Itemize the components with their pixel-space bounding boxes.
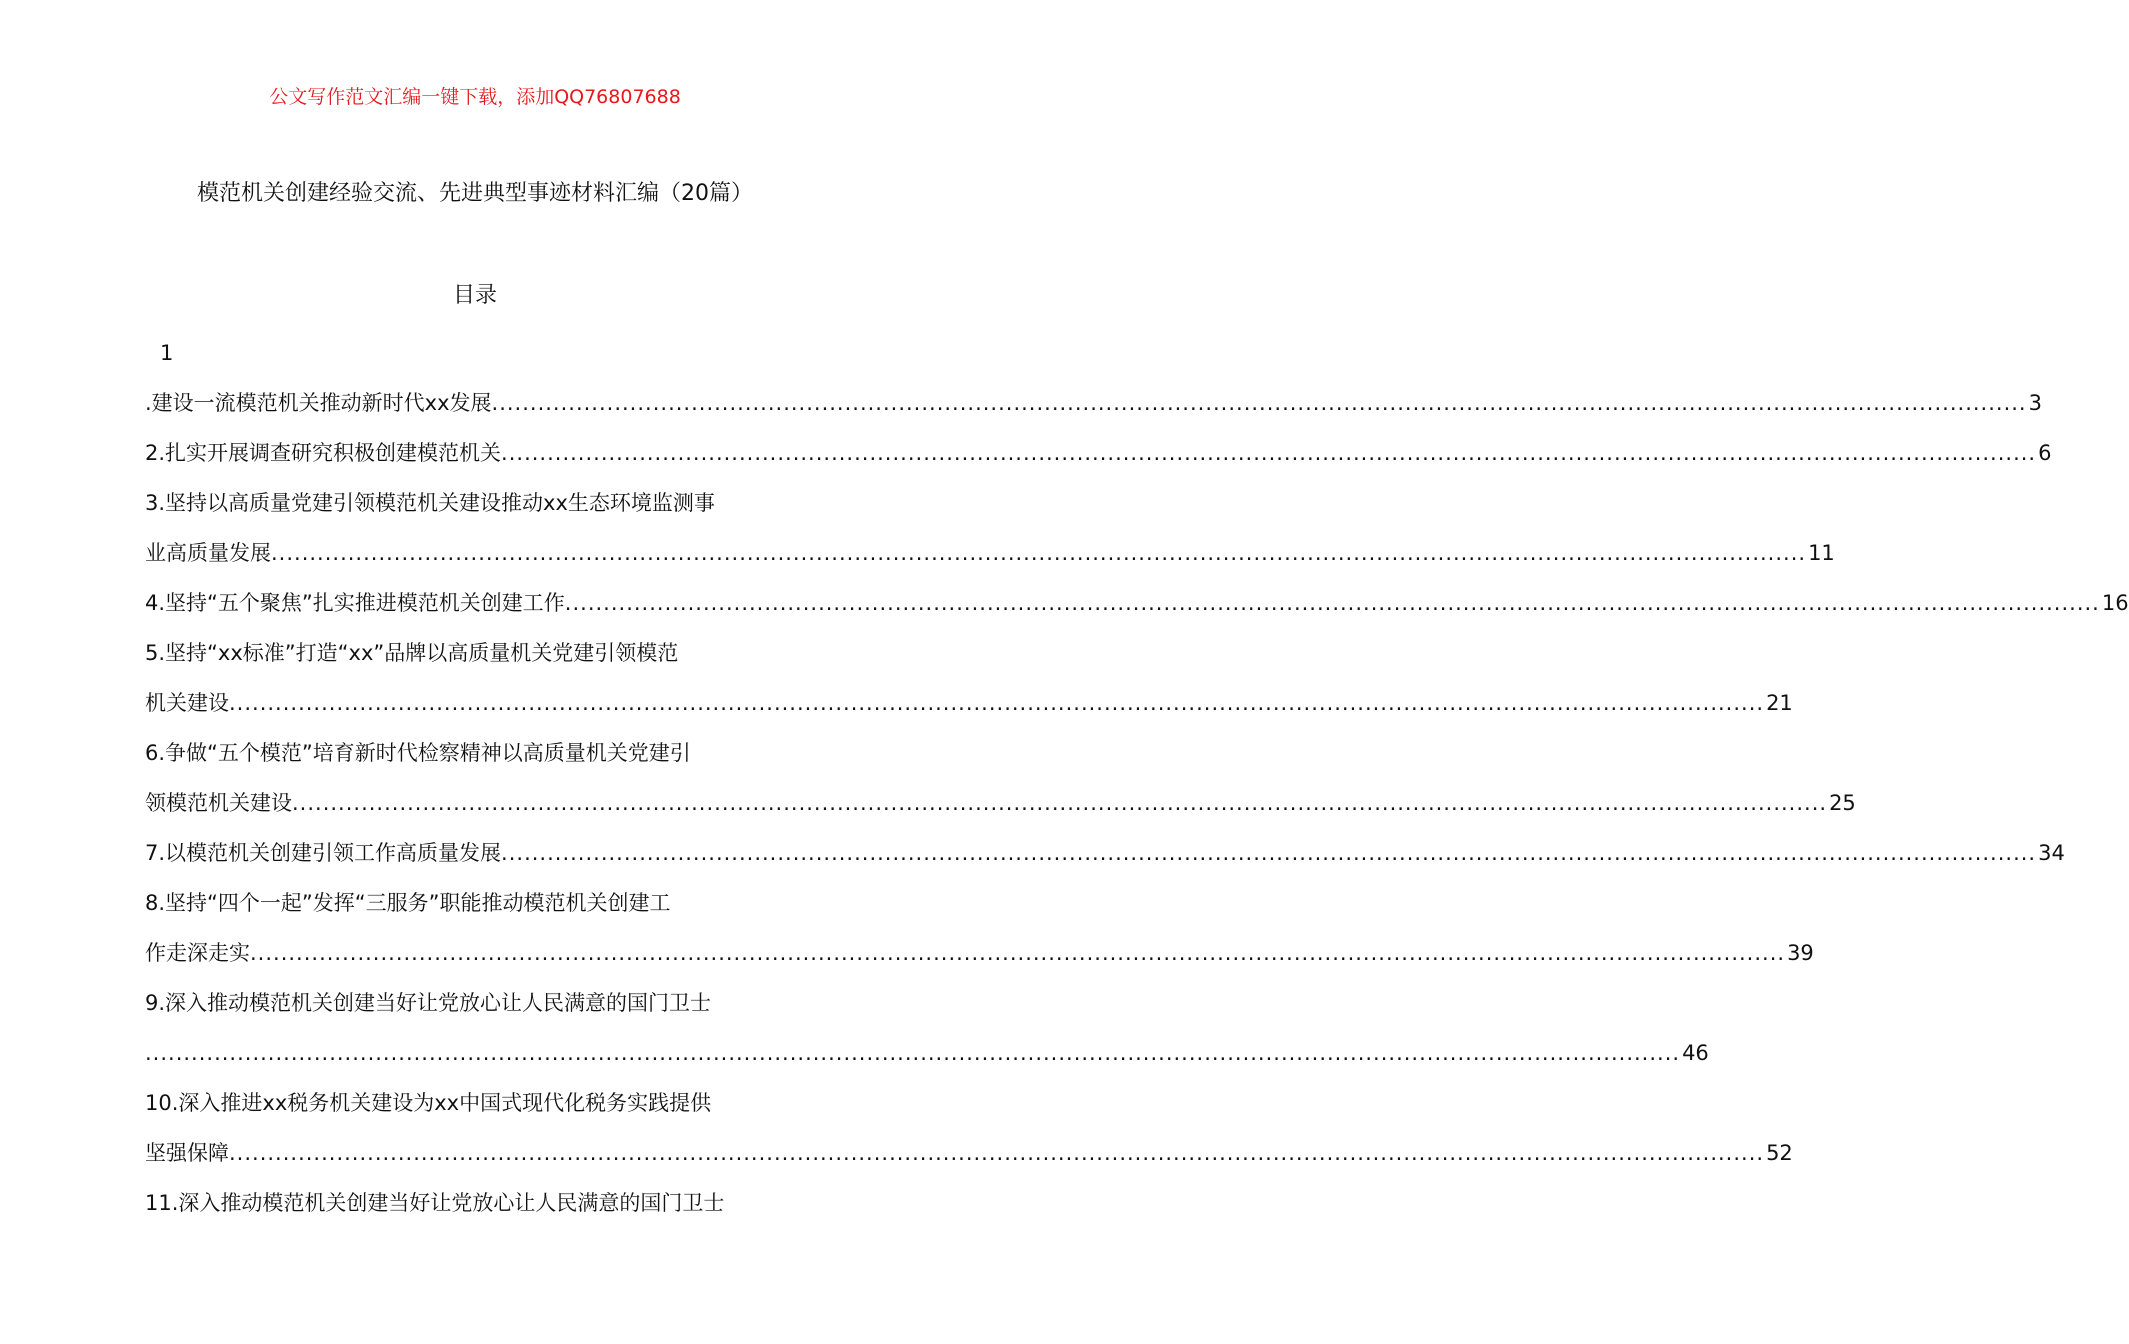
toc-entry[interactable] (145, 478, 805, 528)
toc-page-number: 46 (1682, 1041, 1709, 1065)
toc-entry-text: 10.深入推进xx税务机关建设为xx中国式现代化税务实践提供 (145, 1091, 712, 1115)
toc-page-number: 34 (2038, 841, 2065, 865)
toc-entry[interactable] (145, 1128, 1793, 1178)
toc-entry-text: 8.坚持“四个一起”发挥“三服务”职能推动模范机关创建工 (145, 891, 671, 915)
toc-entry[interactable] (145, 1178, 805, 1228)
toc-entry[interactable] (145, 1078, 805, 1128)
toc-entry-text: 业高质量发展 (145, 541, 271, 565)
toc-entry-text: 2.扎实开展调查研究积极创建模范机关 (145, 441, 502, 465)
toc-dot-leader: ........................................................................................................................................................................................................ (229, 691, 1765, 715)
toc-entry-text: 7.以模范机关创建引领工作高质量发展 (145, 841, 502, 865)
toc-page-number: 11 (1808, 541, 1835, 565)
toc-entry-text: 1 (160, 341, 174, 365)
toc-page-number: 39 (1787, 941, 1814, 965)
toc-entry[interactable] (145, 328, 805, 378)
toc-entry[interactable] (145, 578, 2129, 628)
table-of-contents (145, 328, 2129, 1228)
toc-page-number: 25 (1829, 791, 1856, 815)
toc-entry[interactable] (145, 828, 2065, 878)
toc-entry[interactable] (145, 728, 805, 778)
toc-entry-text: 作走深走实 (145, 941, 250, 965)
toc-entry[interactable] (145, 928, 1814, 978)
toc-entry[interactable] (145, 778, 1856, 828)
toc-page-number: 3 (2028, 391, 2042, 415)
toc-dot-leader: ........................................................................................................................................................................................................ (491, 391, 2027, 415)
toc-entry[interactable] (145, 428, 2052, 478)
toc-entry[interactable] (145, 378, 2042, 428)
toc-entry-text: 11.深入推动模范机关创建当好让党放心让人民满意的国门卫士 (145, 1191, 725, 1215)
toc-entry-text: 机关建设 (145, 691, 229, 715)
toc-entry-text: 领模范机关建设 (145, 791, 292, 815)
toc-entry-text: 6.争做“五个模范”培育新时代检察精神以高质量机关党建引 (145, 741, 691, 765)
toc-entry-text: 5.坚持“xx标准”打造“xx”品牌以高质量机关党建引领模范 (145, 641, 679, 665)
toc-dot-leader: ........................................................................................................................................................................................................ (501, 841, 2037, 865)
toc-entry[interactable] (145, 528, 1835, 578)
toc-dot-leader: ........................................................................................................................................................................................................ (564, 591, 2100, 615)
toc-dot-leader: ........................................................................................................................................................................................................ (145, 1041, 1681, 1065)
toc-entry-text: 坚强保障 (145, 1141, 229, 1165)
toc-entry-text: 4.坚持“五个聚焦”扎实推进模范机关创建工作 (145, 591, 565, 615)
toc-dot-leader: ........................................................................................................................................................................................................ (229, 1141, 1765, 1165)
toc-dot-leader: ........................................................................................................................................................................................................ (501, 441, 2037, 465)
toc-entry[interactable] (145, 678, 1793, 728)
toc-entry[interactable] (145, 628, 805, 678)
toc-dot-leader: ........................................................................................................................................................................................................ (271, 541, 1807, 565)
toc-page-number: 52 (1766, 1141, 1793, 1165)
toc-page-number: 21 (1766, 691, 1793, 715)
toc-dot-leader: ........................................................................................................................................................................................................ (250, 941, 1786, 965)
toc-dot-leader: ........................................................................................................................................................................................................ (292, 791, 1828, 815)
toc-page-number: 16 (2101, 591, 2129, 615)
document-title: 模范机关创建经验交流、先进典型事迹材料汇编（20篇） (197, 181, 753, 206)
toc-entry[interactable] (145, 1028, 1709, 1078)
toc-entry[interactable] (145, 878, 805, 928)
toc-entry-text: 3.坚持以高质量党建引领模范机关建设推动xx生态环境监测事 (145, 491, 715, 515)
toc-heading: 目录 (452, 283, 497, 308)
toc-entry[interactable] (145, 978, 805, 1028)
toc-entry-text: .建设一流模范机关推动新时代xx发展 (145, 391, 492, 415)
download-banner: 公文写作范文汇编一键下载，添加QQ76807688 (269, 86, 681, 108)
toc-page-number: 6 (2038, 441, 2052, 465)
toc-entry-text: 9.深入推动模范机关创建当好让党放心让人民满意的国门卫士 (145, 991, 712, 1015)
